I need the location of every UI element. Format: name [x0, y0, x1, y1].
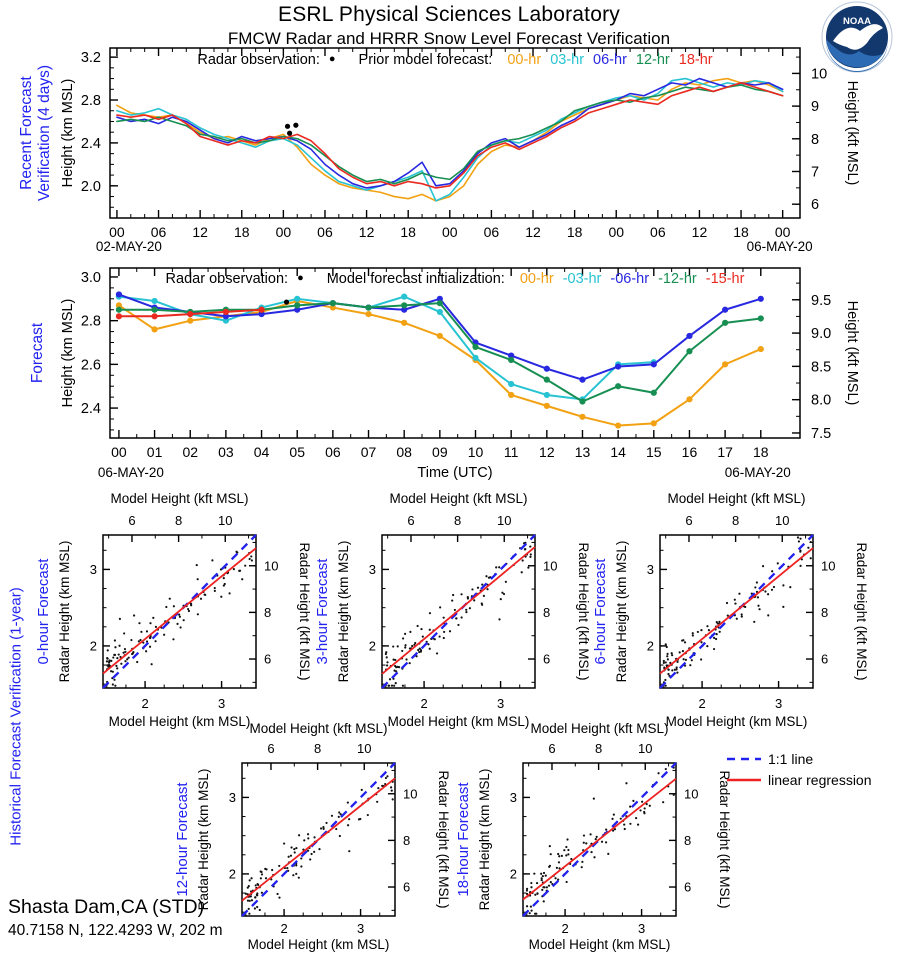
historical-scatter-charts	[0, 478, 898, 956]
svg-text:Model Height (km MSL): Model Height (km MSL)	[247, 937, 390, 952]
svg-text:10: 10	[638, 741, 653, 756]
noaa-logo-text: NOAA	[843, 16, 871, 27]
svg-text:10: 10	[218, 513, 233, 528]
svg-text:Radar Height (kft MSL): Radar Height (kft MSL)	[297, 542, 312, 681]
section-label-recent-verification: Recent Forecast Verification (4 days)	[18, 64, 53, 202]
svg-text:Model Height (km MSL): Model Height (km MSL)	[665, 714, 808, 729]
svg-text:8: 8	[543, 604, 551, 620]
svg-text:06: 06	[317, 224, 333, 240]
svg-text:8: 8	[731, 513, 740, 528]
svg-text:2: 2	[420, 696, 428, 711]
svg-text:10: 10	[497, 513, 512, 528]
station-coordinates: 40.7158 N, 122.4293 W, 202 m	[8, 922, 223, 939]
svg-text:3: 3	[637, 921, 646, 936]
svg-text:Radar Height (km MSL): Radar Height (km MSL)	[614, 540, 629, 683]
svg-text:3: 3	[496, 696, 505, 711]
svg-text:8.5: 8.5	[811, 359, 832, 376]
svg-text:0-hour Forecast: 0-hour Forecast	[35, 558, 52, 665]
svg-text:6: 6	[407, 513, 415, 528]
svg-text:2: 2	[141, 696, 149, 711]
svg-text:7: 7	[811, 164, 820, 181]
svg-text:10: 10	[684, 786, 699, 802]
svg-text:Radar Height (kft MSL): Radar Height (kft MSL)	[854, 542, 869, 681]
svg-text:2: 2	[89, 638, 97, 654]
svg-text:02: 02	[182, 444, 199, 460]
svg-text:15: 15	[646, 444, 662, 460]
svg-text:06-MAY-20: 06-MAY-20	[746, 239, 813, 254]
svg-text:02-MAY-20: 02-MAY-20	[95, 239, 162, 254]
forecast-chart	[0, 256, 898, 482]
model-forecast-label: Prior model forecast:	[358, 52, 493, 68]
svg-text:17: 17	[717, 444, 733, 460]
svg-text:8: 8	[811, 131, 820, 148]
svg-text:6: 6	[684, 879, 692, 895]
svg-text:8: 8	[594, 741, 603, 756]
svg-text:Model Height (kft MSL): Model Height (kft MSL)	[667, 491, 806, 506]
svg-text:09: 09	[432, 444, 448, 460]
svg-text:2: 2	[561, 921, 569, 936]
svg-text:Model Height (km MSL): Model Height (km MSL)	[387, 714, 530, 729]
svg-text:10: 10	[403, 786, 418, 802]
svg-text:8: 8	[313, 741, 322, 756]
svg-text:14: 14	[610, 444, 626, 460]
svg-text:06: 06	[483, 224, 500, 240]
svg-text:08: 08	[396, 444, 412, 460]
svg-text:13: 13	[574, 444, 591, 460]
svg-text:10: 10	[264, 558, 279, 574]
svg-text:2.0: 2.0	[80, 178, 101, 195]
svg-text:06-MAY-20: 06-MAY-20	[97, 465, 164, 480]
radar-observation-label: Radar observation:	[197, 52, 320, 68]
svg-text:00: 00	[442, 224, 458, 240]
regression-line-icon	[726, 775, 762, 785]
svg-text:8: 8	[821, 604, 829, 620]
page-title: ESRL Physical Sciences Laboratory	[278, 3, 620, 26]
svg-text:3: 3	[89, 561, 97, 577]
svg-text:3: 3	[228, 789, 236, 805]
svg-text:Radar Height (km MSL): Radar Height (km MSL)	[196, 768, 211, 911]
svg-text:8: 8	[174, 513, 183, 528]
svg-text:Radar Height (kft MSL): Radar Height (kft MSL)	[576, 542, 591, 681]
legend-item-m03-hr: -03-hr	[562, 271, 602, 287]
svg-text:18: 18	[566, 224, 583, 240]
svg-text:Radar Height (kft MSL): Radar Height (kft MSL)	[717, 770, 732, 909]
svg-text:Model Height (kft MSL): Model Height (kft MSL)	[110, 491, 249, 506]
one-to-one-label: 1:1 line	[768, 750, 814, 767]
svg-text:8: 8	[403, 832, 411, 848]
svg-text:10: 10	[543, 558, 558, 574]
svg-text:16: 16	[681, 444, 698, 460]
svg-text:3-hour Forecast: 3-hour Forecast	[314, 558, 331, 665]
svg-text:6-hour Forecast: 6-hour Forecast	[592, 558, 609, 665]
legend-item-m15-hr: -15-hr	[705, 271, 745, 287]
svg-text:11: 11	[503, 444, 519, 460]
svg-text:6: 6	[128, 513, 136, 528]
svg-text:8: 8	[684, 832, 692, 848]
svg-text:Height (km MSL): Height (km MSL)	[60, 298, 76, 408]
svg-text:9.5: 9.5	[811, 292, 832, 309]
svg-text:06-MAY-20: 06-MAY-20	[724, 465, 791, 480]
svg-text:12: 12	[192, 224, 208, 240]
noaa-logo	[820, 0, 894, 74]
svg-text:6: 6	[267, 741, 275, 756]
legend-item-03-hr: 03-hr	[550, 52, 585, 68]
svg-text:Time (UTC): Time (UTC)	[417, 465, 493, 481]
svg-text:01: 01	[146, 444, 163, 460]
svg-text:2.4: 2.4	[80, 135, 101, 152]
svg-text:6: 6	[543, 651, 551, 667]
svg-text:Model Height (kft MSL): Model Height (kft MSL)	[389, 491, 528, 506]
svg-text:Radar Height (km MSL): Radar Height (km MSL)	[477, 768, 492, 911]
svg-text:6: 6	[548, 741, 556, 756]
radar-observation-dot-icon: ●	[328, 53, 336, 65]
svg-text:12: 12	[691, 224, 708, 240]
page-subtitle: FMCW Radar and HRRR Snow Level Forecast Verification	[227, 29, 671, 48]
svg-text:07: 07	[360, 444, 377, 460]
svg-text:03: 03	[218, 444, 234, 460]
svg-text:6: 6	[264, 651, 272, 667]
svg-text:00: 00	[111, 444, 127, 460]
svg-text:2: 2	[509, 866, 517, 882]
forecast-legend	[110, 271, 800, 287]
svg-text:8.0: 8.0	[811, 392, 832, 409]
legend-item-m12-hr: -12-hr	[658, 271, 697, 287]
svg-text:04: 04	[253, 444, 270, 460]
legend-item-18-hr: 18-hr	[678, 52, 713, 68]
svg-text:Radar Height (km MSL): Radar Height (km MSL)	[336, 540, 351, 683]
svg-text:12: 12	[525, 224, 541, 240]
fit-legend	[726, 748, 872, 790]
svg-text:2.8: 2.8	[80, 93, 101, 110]
svg-text:10: 10	[467, 444, 484, 460]
svg-text:7.5: 7.5	[811, 425, 832, 442]
svg-text:2: 2	[646, 638, 654, 654]
svg-text:06: 06	[325, 444, 341, 460]
svg-text:2.4: 2.4	[80, 401, 101, 418]
svg-text:2.8: 2.8	[80, 313, 101, 330]
svg-text:18: 18	[400, 224, 416, 240]
svg-text:00: 00	[109, 224, 125, 240]
svg-text:3: 3	[368, 561, 376, 577]
svg-text:18: 18	[233, 224, 250, 240]
svg-text:06: 06	[650, 224, 666, 240]
svg-text:6: 6	[685, 513, 693, 528]
legend-item-12-hr: 12-hr	[635, 52, 670, 68]
svg-text:12: 12	[539, 444, 555, 460]
regression-label: linear regression	[768, 771, 872, 788]
svg-text:Height (km MSL): Height (km MSL)	[60, 78, 76, 188]
svg-text:00: 00	[774, 224, 791, 240]
svg-text:Height (kft MSL): Height (kft MSL)	[844, 300, 860, 406]
svg-text:9: 9	[811, 99, 820, 116]
svg-text:6: 6	[821, 651, 829, 667]
model-forecast-label: Model forecast initialization:	[326, 271, 505, 287]
svg-text:3: 3	[646, 561, 654, 577]
svg-text:8: 8	[453, 513, 462, 528]
svg-text:3: 3	[774, 696, 783, 711]
section-label-forecast: Forecast	[29, 322, 46, 384]
svg-text:3: 3	[509, 789, 517, 805]
svg-text:10: 10	[357, 741, 372, 756]
svg-text:8: 8	[264, 604, 272, 620]
svg-text:6: 6	[811, 197, 820, 214]
svg-text:Model Height (kft MSL): Model Height (kft MSL)	[249, 721, 388, 736]
svg-text:9.0: 9.0	[811, 326, 832, 343]
svg-text:10: 10	[811, 66, 828, 83]
svg-text:00: 00	[275, 224, 292, 240]
svg-text:6: 6	[403, 879, 411, 895]
svg-text:00: 00	[608, 224, 625, 240]
svg-text:18: 18	[752, 444, 769, 460]
svg-text:Model Height (km MSL): Model Height (km MSL)	[528, 937, 671, 952]
svg-text:Radar Height (km MSL): Radar Height (km MSL)	[57, 540, 72, 683]
legend-item-00-hr: 00-hr	[519, 271, 554, 287]
svg-text:2.6: 2.6	[80, 357, 101, 374]
svg-text:3.2: 3.2	[80, 50, 101, 67]
svg-text:10: 10	[775, 513, 790, 528]
svg-text:Radar Height (kft MSL): Radar Height (kft MSL)	[436, 770, 451, 909]
svg-text:05: 05	[289, 444, 305, 460]
svg-text:18: 18	[733, 224, 749, 240]
recent-verification-legend	[110, 52, 800, 68]
svg-text:Model Height (km MSL): Model Height (km MSL)	[108, 714, 251, 729]
svg-text:2: 2	[228, 866, 236, 882]
one-to-one-line-icon	[726, 754, 762, 764]
svg-text:Model Height (kft MSL): Model Height (kft MSL)	[530, 721, 669, 736]
svg-text:12: 12	[358, 224, 375, 240]
svg-text:2: 2	[368, 638, 376, 654]
svg-text:12-hour Forecast: 12-hour Forecast	[174, 782, 191, 897]
recent-verification-chart	[0, 40, 898, 264]
radar-observation-dot-icon: ●	[297, 272, 304, 284]
svg-text:2: 2	[698, 696, 706, 711]
legend-item-m06-hr: -06-hr	[610, 271, 650, 287]
legend-item-00-hr: 00-hr	[507, 52, 542, 68]
legend-item-06-hr: 06-hr	[593, 52, 627, 68]
svg-text:10: 10	[821, 558, 836, 574]
station-name: Shasta Dam,CA (STD)	[8, 896, 205, 918]
section-label-historical-verification: Historical Forecast Verification (1-year)	[7, 587, 25, 846]
svg-text:06: 06	[150, 224, 167, 240]
svg-text:18-hour Forecast: 18-hour Forecast	[455, 782, 472, 897]
svg-text:3: 3	[356, 921, 365, 936]
svg-text:Height (kft MSL): Height (kft MSL)	[844, 80, 860, 186]
svg-text:2: 2	[280, 921, 288, 936]
radar-observation-label: Radar observation:	[165, 271, 289, 287]
svg-text:3: 3	[217, 696, 226, 711]
svg-text:3.0: 3.0	[80, 269, 101, 286]
